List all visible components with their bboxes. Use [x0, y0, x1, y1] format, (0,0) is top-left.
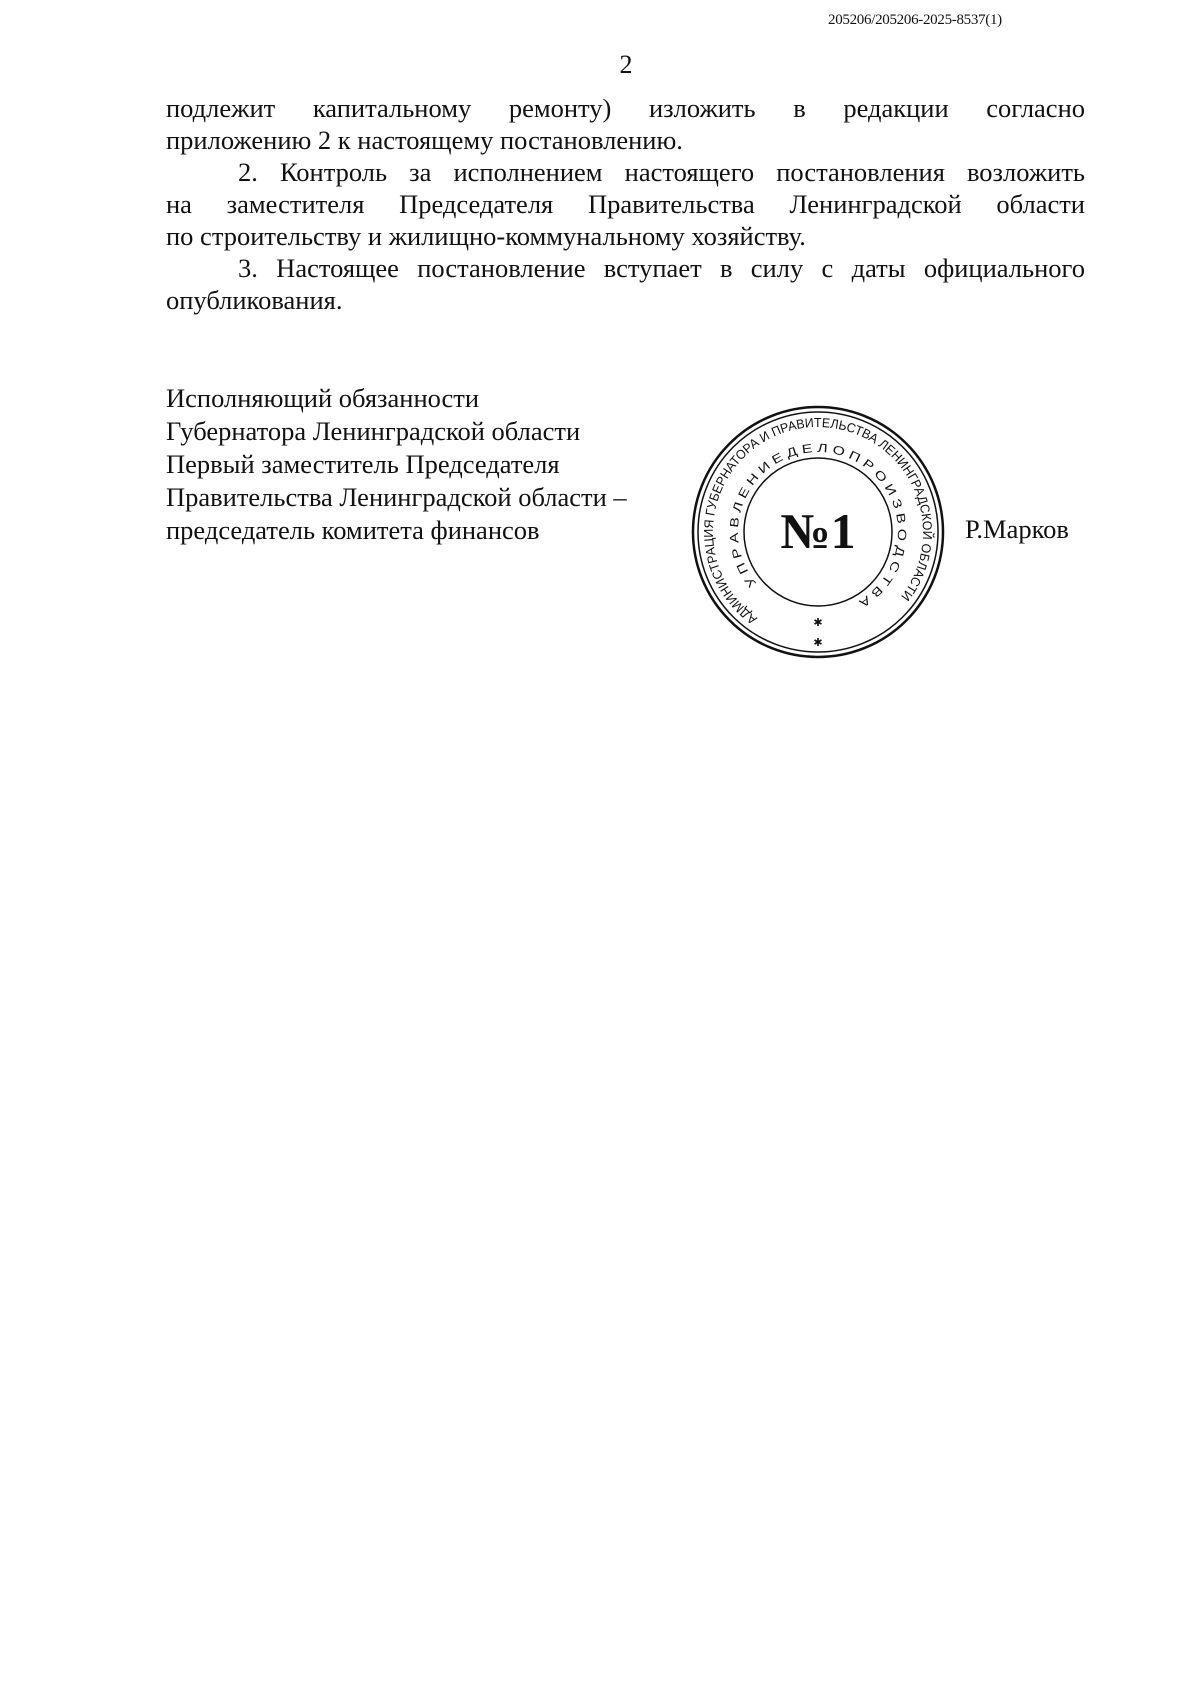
page-number: 2	[619, 50, 633, 79]
seal-outer-text: АДМИНИСТРАЦИЯ ГУБЕРНАТОРА И ПРАВИТЕЛЬСТВА ЛЕНИНГРАДСКОЙ ОБЛАСТИ	[700, 414, 936, 628]
position-line: Первый заместитель Председателя	[166, 449, 560, 479]
signatory-name: Р.Марков	[965, 514, 1069, 544]
body-line: опубликования.	[166, 285, 343, 315]
body-line: 2. Контроль за исполнением настоящего постановления возложить	[238, 157, 1085, 187]
body-line: приложению 2 к настоящему постановлению.	[166, 125, 683, 155]
document-body	[166, 92, 1085, 316]
position-line: председатель комитета финансов	[166, 515, 540, 545]
signatory-position	[166, 382, 627, 547]
body-line: подлежит капитальному ремонту) изложить в редакции согласно	[166, 93, 1085, 123]
seal-number: №1	[780, 503, 856, 559]
seal-star: ✱	[813, 636, 823, 649]
position-line: Правительства Ленинградской области –	[166, 482, 627, 512]
body-line: по строительству и жилищно-коммунальному хозяйству.	[166, 221, 806, 251]
position-line: Исполняющий обязанности	[166, 383, 480, 413]
body-line: на заместителя Председателя Правительства Ленинградской области	[166, 189, 1085, 219]
seal-star: ✱	[813, 616, 823, 629]
seal-inner-text: У П Р А В Л Е Н И Е Д Е Л О П Р О И З В О Д С Т В А	[726, 440, 910, 609]
official-seal	[690, 404, 946, 660]
document-id: 205206/205206-2025-8537(1)	[828, 12, 1002, 28]
body-line: 3. Настоящее постановление вступает в силу с даты официального	[238, 253, 1085, 283]
position-line: Губернатора Ленинградской области	[166, 416, 581, 446]
